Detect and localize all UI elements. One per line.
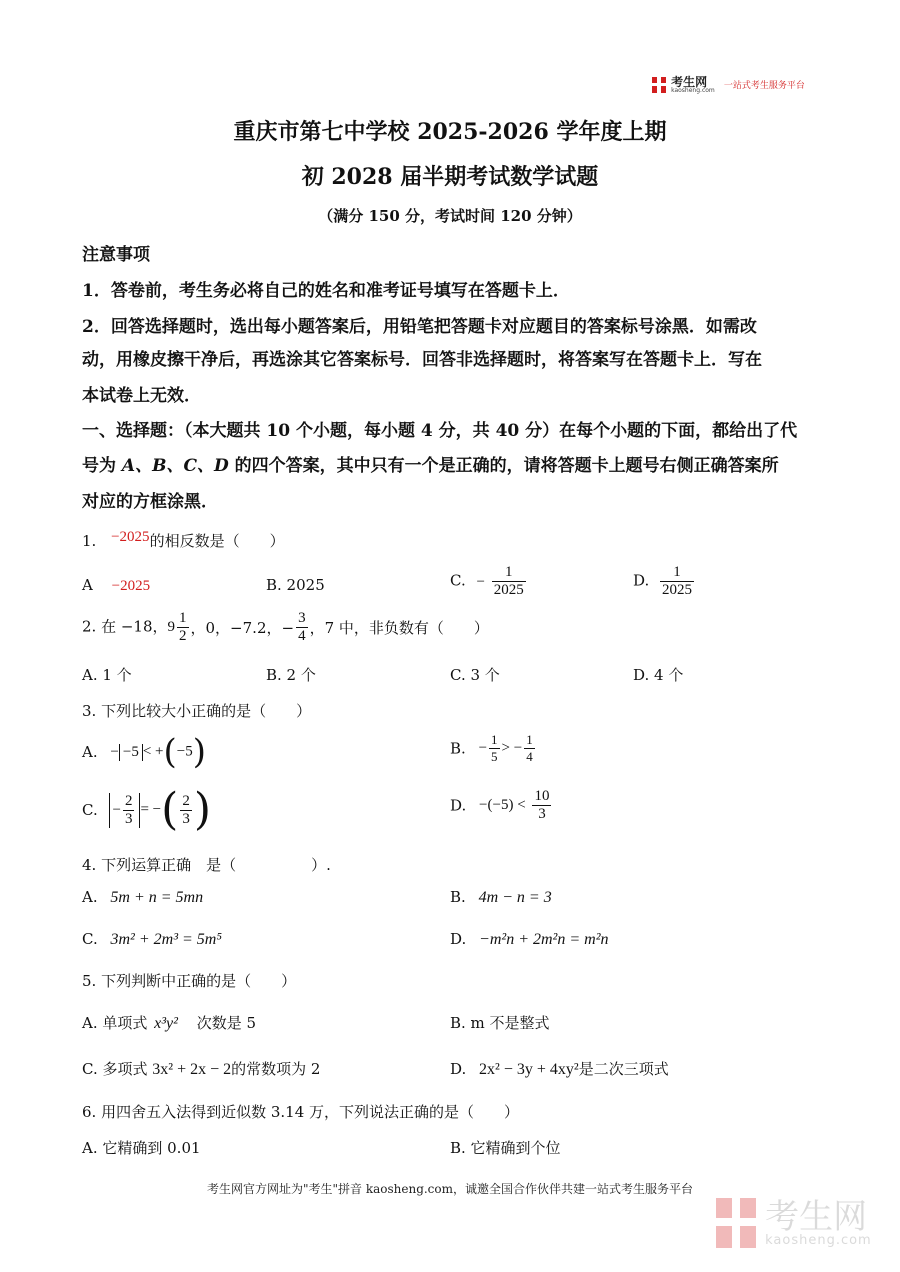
q2-mixed-den: 2 xyxy=(179,628,187,644)
q3-a-post: < + xyxy=(142,743,164,760)
q3-b-mid: > − xyxy=(501,740,523,756)
q1-c-fraction xyxy=(492,564,526,599)
q3-d-n: 10 xyxy=(534,788,550,804)
section1-letters: A、B、C、D xyxy=(121,456,229,476)
q2-option-c: C. 3 个 xyxy=(450,666,500,684)
q3-d-d: 3 xyxy=(532,805,551,823)
q3-a-pre: − xyxy=(110,743,119,760)
q4-option-b xyxy=(450,888,552,907)
q4-d-label: D. xyxy=(450,930,467,948)
q4-a-label: A. xyxy=(82,888,98,906)
q3-b-fraction2 xyxy=(524,732,535,765)
q1-d-num: 1 xyxy=(673,564,681,580)
q1-c-label: C. xyxy=(450,571,466,590)
q5-d-expr: 2x² − 3y + 4xy² xyxy=(479,1061,579,1078)
q4-c-expr: 3m² + 2m³ = 5m⁵ xyxy=(110,931,222,948)
q2-pre: 2. 在 −18， xyxy=(82,617,168,636)
q1-option-a xyxy=(82,576,150,595)
q2-fraction xyxy=(296,610,308,645)
q3-d-label: D. xyxy=(450,796,467,815)
q3-c-eq: = − xyxy=(140,801,162,818)
watermark xyxy=(716,1198,872,1258)
watermark-sub: kaosheng.com xyxy=(765,1232,872,1248)
q3-b-d2: 4 xyxy=(526,749,533,764)
logo-sub: kaosheng.com xyxy=(671,86,715,94)
section1-line2 xyxy=(82,451,779,476)
q2-f-num: 3 xyxy=(298,610,306,626)
q3-b-label: B. xyxy=(450,739,466,758)
q1-a-label: A xyxy=(82,576,93,594)
q6-option-a: A. 它精确到 0.01 xyxy=(82,1139,201,1157)
q2-mixed-fraction xyxy=(177,610,189,645)
notice-item-1: 1．答卷前，考生务必将自己的姓名和准考证号填写在答题卡上． xyxy=(82,281,570,301)
q3-c-n2: 2 xyxy=(182,792,190,809)
page-footer: 考生网官方网址为"考生"拼音 kaosheng.com，诚邀全国合作伙伴共建一站式考生服务平台 xyxy=(206,1182,694,1196)
q5-c-post: 的常数项为 2 xyxy=(231,1060,321,1078)
q3-c-n: 2 xyxy=(124,792,133,809)
q4-stem: 4. 下列运算正确 是（ ）. xyxy=(82,856,331,874)
q3-b-fraction1 xyxy=(489,732,500,765)
q2-mixed-whole: 9 xyxy=(167,619,176,635)
q4-option-a xyxy=(82,888,203,907)
q4-a-expr: 5m + n = 5mn xyxy=(110,889,204,906)
header-slogan: 一站式考生服务平台 xyxy=(723,81,805,91)
q3-c-d: 3 xyxy=(124,810,133,827)
q3-option-b xyxy=(450,732,537,765)
q2-option-a: A. 1 个 xyxy=(82,666,132,684)
section1-line1: 一、选择题：（本大题共 10 个小题，每小题 4 分，共 40 分）在每个小题的下面，都给出了代 xyxy=(82,421,798,441)
q4-d-expr: −m²n + 2m²n = m²n xyxy=(479,931,609,948)
q4-option-d xyxy=(450,930,609,949)
notice-item-2-line2: 动，用橡皮擦干净后，再选涂其它答案标号．回答非选择题时，将答案写在答题卡上．写在 xyxy=(82,350,762,370)
q1-option-c xyxy=(450,564,528,599)
q1-d-fraction xyxy=(660,564,694,599)
notice-heading: 注意事项 xyxy=(82,245,150,265)
q3-stem: 3. 下列比较大小正确的是（ ） xyxy=(82,702,312,720)
q3-c-d2: 3 xyxy=(182,810,190,827)
q2-mid: ，0，−7.2，− xyxy=(190,619,295,637)
q4-option-c xyxy=(82,930,222,949)
q5-option-b: B. m 不是整式 xyxy=(450,1014,550,1032)
watermark-text: 考生网 xyxy=(765,1196,868,1237)
notice-item-2-line1: 2．回答选择题时，选出每小题答案后，用铅笔把答题卡对应题目的答案标号涂黑．如需改 xyxy=(82,317,757,337)
page-subtitle: （满分 150 分，考试时间 120 分钟） xyxy=(318,207,582,225)
q6-option-b: B. 它精确到个位 xyxy=(450,1139,561,1157)
q1-stem xyxy=(82,530,285,551)
q3-c-abs xyxy=(109,793,141,828)
q2-stem xyxy=(82,610,489,645)
q1-d-label: D. xyxy=(633,571,650,590)
q3-d-expr: −(−5) < xyxy=(479,797,526,813)
q5-option-c xyxy=(82,1058,320,1079)
page-title-line1: 重庆市第七中学校 2025-2026 学年度上期 xyxy=(233,119,667,145)
q4-b-label: B. xyxy=(450,888,466,906)
q1-d-den: 2025 xyxy=(662,582,693,598)
q1-text: 的相反数是（ ） xyxy=(149,532,285,550)
q5-a-expr: x³y² xyxy=(154,1015,178,1032)
q5-option-d xyxy=(450,1058,669,1079)
q5-stem: 5. 下列判断中正确的是（ ） xyxy=(82,972,297,990)
q3-c-fraction2 xyxy=(180,793,192,828)
q6-stem: 6. 用四舍五入法得到近似数 3.14 万，下列说法正确的是（ ） xyxy=(82,1103,520,1121)
q1-num: 1. xyxy=(82,532,97,550)
q3-b-sign1: − xyxy=(478,740,488,756)
q1-c-sign: − xyxy=(476,573,485,590)
q1-c-den: 2025 xyxy=(493,582,524,598)
q3-b-n1: 1 xyxy=(491,732,498,747)
q2-mixed-num: 1 xyxy=(179,610,187,626)
q3-option-a: A. − −5 < +(−5) xyxy=(82,732,206,772)
logo-mark-icon xyxy=(652,77,666,93)
notice-item-2-line3: 本试卷上无效． xyxy=(82,386,201,406)
section1-line2-b: 的四个答案，其中只有一个是正确的，请将答题卡上题号右侧正确答案所 xyxy=(228,456,779,476)
section1-line3: 对应的方框涂黑． xyxy=(82,492,218,512)
q3-a-label: A. xyxy=(82,743,98,761)
q2-option-b: B. 2 个 xyxy=(266,666,316,684)
q1-a-value: −2025 xyxy=(111,578,151,594)
q3-option-c: C. − $\frac{2}{3}$ = −( $\frac{2}{3}$ ) xyxy=(82,784,211,835)
q5-c-label: C. 多项式 xyxy=(82,1060,148,1078)
q5-a-label: A. 单项式 xyxy=(82,1014,148,1032)
q1-c-num: 1 xyxy=(505,564,513,580)
q2-post: ，7 中，非负数有（ ） xyxy=(309,619,489,637)
q5-d-label: D. xyxy=(450,1060,467,1078)
q3-a-abs: −5 xyxy=(119,744,143,761)
q3-option-d xyxy=(450,788,553,823)
q3-b-d1: 5 xyxy=(491,749,498,764)
q4-c-label: C. xyxy=(82,930,98,948)
watermark-logo-icon xyxy=(716,1198,756,1248)
q3-d-fraction xyxy=(532,788,551,823)
q1-expr: −2025 xyxy=(111,529,150,545)
q3-c-label: C. xyxy=(82,801,98,819)
q5-option-a xyxy=(82,1012,256,1033)
page-title-line2: 初 2028 届半期考试数学试题 xyxy=(301,164,599,190)
q3-c-sign: − xyxy=(112,801,121,818)
q1-option-b: B. 2025 xyxy=(266,576,325,594)
q5-a-post: 次数是 5 xyxy=(196,1014,257,1032)
q1-option-d xyxy=(633,564,696,599)
section1-line2-a: 号为 xyxy=(82,456,122,476)
q2-f-den: 4 xyxy=(298,628,306,644)
q3-b-n2: 1 xyxy=(526,732,533,747)
q5-d-post: 是二次三项式 xyxy=(578,1060,669,1078)
q4-b-expr: 4m − n = 3 xyxy=(478,889,552,906)
header-logo xyxy=(652,74,805,94)
q3-a-paren: −5 xyxy=(176,743,193,760)
q5-c-expr: 3x² + 2x − 2 xyxy=(152,1061,232,1078)
logo-text: 考生网 xyxy=(671,74,708,89)
q2-option-d: D. 4 个 xyxy=(633,666,684,684)
